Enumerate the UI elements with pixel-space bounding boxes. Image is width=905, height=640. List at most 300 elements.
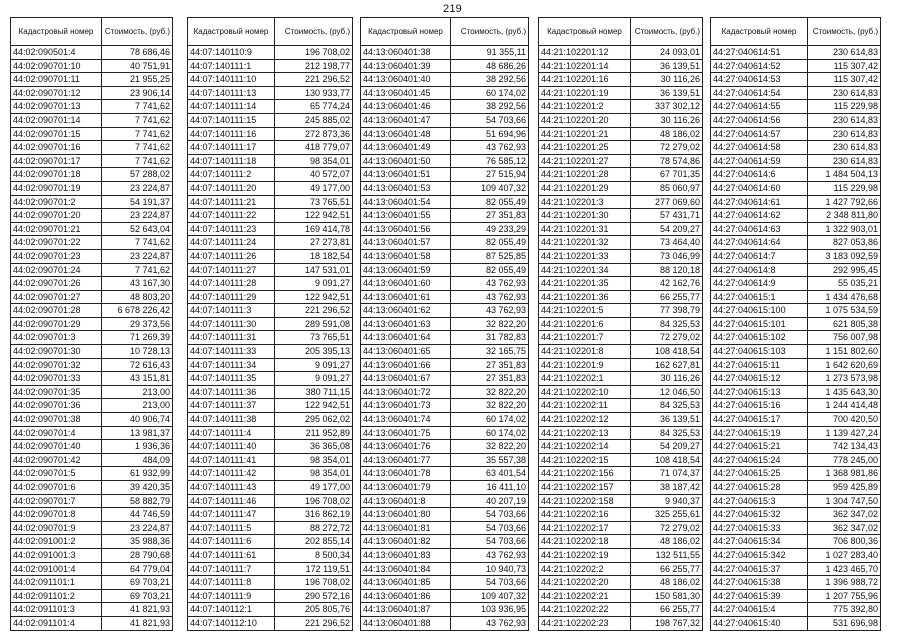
cadastral-number-cell: 44:02:090701:35	[11, 385, 102, 399]
table-row	[539, 304, 703, 318]
cost-cell: 32 822,20	[451, 399, 529, 413]
cadastral-number-cell: 44:27:040614:61	[711, 195, 808, 209]
table-row	[539, 440, 703, 454]
cadastral-number-cell: 44:07:140111:18	[188, 154, 275, 168]
cost-cell: 23 224,87	[102, 209, 173, 223]
cadastral-number-cell: 44:21:102201:27	[539, 154, 631, 168]
cost-cell: 73 765,51	[275, 195, 353, 209]
table-row	[711, 59, 881, 73]
cost-cell: 78 574,86	[631, 154, 703, 168]
cadastral-number-cell: 44:07:140111:46	[188, 494, 275, 508]
table-row	[539, 181, 703, 195]
table-row	[361, 195, 529, 209]
cost-cell: 30 116,26	[631, 73, 703, 87]
cost-cell: 60 174,02	[451, 86, 529, 100]
table-row	[361, 236, 529, 250]
cadastral-number-cell: 44:07:140111:4	[188, 426, 275, 440]
cost-cell: 35 557,38	[451, 453, 529, 467]
cadastral-number-cell: 44:02:090701:19	[11, 181, 102, 195]
cost-cell: 40 751,91	[102, 59, 173, 73]
header-cost: Стоимость, (руб.)	[102, 18, 173, 46]
cadastral-number-cell: 44:02:090701:36	[11, 399, 102, 413]
cadastral-number-cell: 44:13:060401:48	[361, 127, 451, 141]
cadastral-number-cell: 44:21:102201:32	[539, 236, 631, 250]
table-row	[188, 385, 353, 399]
table-row	[11, 277, 173, 291]
cost-cell: 64 779,04	[102, 562, 173, 576]
cost-cell: 9 091,27	[275, 358, 353, 372]
cadastral-number-cell: 44:21:102202:18	[539, 535, 631, 549]
table-row	[11, 372, 173, 386]
cost-cell: 69 703,21	[102, 576, 173, 590]
table-row	[188, 263, 353, 277]
cost-cell: 43 167,30	[102, 277, 173, 291]
table-row	[188, 521, 353, 535]
cadastral-number-cell: 44:27:040615:33	[711, 521, 808, 535]
table-row	[539, 59, 703, 73]
cost-cell: 205 805,76	[275, 603, 353, 617]
cost-cell: 122 942,51	[275, 290, 353, 304]
cost-cell: 36 139,51	[631, 59, 703, 73]
table-row	[711, 290, 881, 304]
table-row	[188, 372, 353, 386]
cost-cell: 1 244 414,48	[808, 399, 881, 413]
table-row	[361, 277, 529, 291]
table-row	[188, 440, 353, 454]
cost-cell: 21 955,25	[102, 73, 173, 87]
cadastral-number-cell: 44:07:140111:6	[188, 535, 275, 549]
table-row	[539, 467, 703, 481]
table-row	[711, 46, 881, 60]
cost-cell: 41 821,93	[102, 603, 173, 617]
table-row	[711, 467, 881, 481]
cost-cell: 88 272,72	[275, 521, 353, 535]
table-row	[188, 576, 353, 590]
table-row	[711, 73, 881, 87]
cost-cell: 31 782,83	[451, 331, 529, 345]
cadastral-number-cell: 44:13:060401:39	[361, 59, 451, 73]
table-row	[11, 249, 173, 263]
cadastral-number-cell: 44:07:140111:31	[188, 331, 275, 345]
table-row	[188, 548, 353, 562]
cost-cell: 48 803,20	[102, 290, 173, 304]
cadastral-number-cell: 44:21:102201:3	[539, 195, 631, 209]
cost-cell: 169 414,78	[275, 222, 353, 236]
cadastral-number-cell: 44:07:140111:42	[188, 467, 275, 481]
cost-cell: 1 139 427,24	[808, 426, 881, 440]
cadastral-number-cell: 44:07:140111:14	[188, 100, 275, 114]
table-row	[711, 481, 881, 495]
cadastral-number-cell: 44:13:060401:81	[361, 521, 451, 535]
cost-cell: 39 420,35	[102, 481, 173, 495]
cadastral-number-cell: 44:27:040614:8	[711, 263, 808, 277]
table-row	[539, 263, 703, 277]
cost-cell: 1 207 755,96	[808, 589, 881, 603]
table-row	[188, 467, 353, 481]
cadastral-number-cell: 44:13:060401:46	[361, 100, 451, 114]
cadastral-number-cell: 44:07:140111:41	[188, 453, 275, 467]
cost-cell: 230 614,83	[808, 154, 881, 168]
cost-cell: 706 800,36	[808, 535, 881, 549]
cost-cell: 162 627,81	[631, 358, 703, 372]
table-row	[539, 481, 703, 495]
cadastral-number-cell: 44:21:102201:21	[539, 127, 631, 141]
cost-cell: 36 365,08	[275, 440, 353, 454]
cadastral-number-cell: 44:02:091001:2	[11, 535, 102, 549]
cadastral-number-cell: 44:02:090701:29	[11, 317, 102, 331]
cost-cell: 98 354,01	[275, 154, 353, 168]
cost-cell: 290 572,16	[275, 589, 353, 603]
cadastral-number-cell: 44:21:102201:6	[539, 317, 631, 331]
table-row	[361, 576, 529, 590]
cost-cell: 1 642 620,69	[808, 358, 881, 372]
cost-cell: 36 139,51	[631, 86, 703, 100]
table-row	[539, 562, 703, 576]
table-row	[361, 440, 529, 454]
cost-cell: 69 703,21	[102, 589, 173, 603]
table-row	[539, 345, 703, 359]
table-row	[361, 426, 529, 440]
cadastral-number-cell: 44:27:040615:4	[711, 603, 808, 617]
cadastral-number-cell: 44:07:140111:5	[188, 521, 275, 535]
cadastral-number-cell: 44:13:060401:72	[361, 385, 451, 399]
cost-cell: 27 515,94	[451, 168, 529, 182]
table-row	[11, 616, 173, 630]
table-row	[539, 521, 703, 535]
cost-cell: 212 198,77	[275, 59, 353, 73]
cadastral-number-cell: 44:13:060401:50	[361, 154, 451, 168]
table-row	[11, 331, 173, 345]
cadastral-number-cell: 44:27:040614:6	[711, 168, 808, 182]
cadastral-number-cell: 44:02:090701:14	[11, 113, 102, 127]
table-row	[361, 467, 529, 481]
cost-cell: 49 177,00	[275, 481, 353, 495]
table-row	[711, 277, 881, 291]
cost-cell: 52 643,04	[102, 222, 173, 236]
table-row	[361, 181, 529, 195]
cost-cell: 66 255,77	[631, 562, 703, 576]
table-row	[539, 317, 703, 331]
table-row	[11, 494, 173, 508]
cadastral-number-cell: 44:21:102202:15	[539, 453, 631, 467]
header-cadastral-number: Кадастровый номер	[11, 18, 102, 46]
cadastral-number-cell: 44:27:040615:100	[711, 304, 808, 318]
cadastral-number-cell: 44:13:060401:53	[361, 181, 451, 195]
cost-cell: 221 296,52	[275, 616, 353, 630]
header-cadastral-number: Кадастровый номер	[188, 18, 275, 46]
table-row	[539, 399, 703, 413]
cost-cell: 9 940,37	[631, 494, 703, 508]
cost-cell: 38 292,56	[451, 100, 529, 114]
cost-cell: 32 165,75	[451, 345, 529, 359]
cost-cell: 108 418,54	[631, 345, 703, 359]
cost-cell: 84 325,53	[631, 317, 703, 331]
table-row	[361, 100, 529, 114]
cadastral-number-cell: 44:02:090701:18	[11, 168, 102, 182]
cost-cell: 72 279,02	[631, 331, 703, 345]
cadastral-number-cell: 44:13:060401:87	[361, 603, 451, 617]
cadastral-number-cell: 44:07:140111:37	[188, 399, 275, 413]
cost-cell: 76 585,12	[451, 154, 529, 168]
table-row	[11, 141, 173, 155]
cost-cell: 88 120,18	[631, 263, 703, 277]
cadastral-number-cell: 44:13:060401:54	[361, 195, 451, 209]
cadastral-number-cell: 44:27:040614:57	[711, 127, 808, 141]
cost-cell: 213,00	[102, 385, 173, 399]
table-row	[11, 154, 173, 168]
cadastral-number-cell: 44:02:091101:4	[11, 616, 102, 630]
table-row	[11, 222, 173, 236]
table-row	[711, 86, 881, 100]
cost-cell: 316 862,19	[275, 508, 353, 522]
cadastral-number-cell: 44:21:102201:33	[539, 249, 631, 263]
cadastral-number-cell: 44:13:060401:77	[361, 453, 451, 467]
table-row	[711, 168, 881, 182]
cadastral-number-cell: 44:02:090701:17	[11, 154, 102, 168]
cost-cell: 60 174,02	[451, 413, 529, 427]
cadastral-number-cell: 44:13:060401:78	[361, 467, 451, 481]
cadastral-number-cell: 44:02:090701:10	[11, 59, 102, 73]
table-row	[361, 372, 529, 386]
cost-cell: 82 055,49	[451, 263, 529, 277]
table-row	[711, 399, 881, 413]
cost-cell: 3 183 092,59	[808, 249, 881, 263]
cadastral-number-cell: 44:07:140111:10	[188, 73, 275, 87]
cadastral-number-cell: 44:02:090701:26	[11, 277, 102, 291]
cost-cell: 24 093,01	[631, 46, 703, 60]
table-row	[11, 521, 173, 535]
table-row	[188, 73, 353, 87]
table-row	[711, 535, 881, 549]
table-row	[188, 304, 353, 318]
cost-cell: 51 694,96	[451, 127, 529, 141]
cadastral-number-cell: 44:13:060401:82	[361, 535, 451, 549]
table-row	[361, 508, 529, 522]
table-row	[361, 290, 529, 304]
cadastral-number-cell: 44:21:102201:29	[539, 181, 631, 195]
cadastral-number-cell: 44:21:102202:10	[539, 385, 631, 399]
table-row	[11, 413, 173, 427]
cost-cell: 198 767,32	[631, 616, 703, 630]
table-row	[711, 385, 881, 399]
cost-cell: 85 060,97	[631, 181, 703, 195]
cadastral-number-cell: 44:21:102201:2	[539, 100, 631, 114]
table-row	[711, 576, 881, 590]
cadastral-number-cell: 44:13:060401:83	[361, 548, 451, 562]
cost-cell: 54 703,66	[451, 113, 529, 127]
cadastral-number-cell: 44:27:040615:19	[711, 426, 808, 440]
cadastral-number-cell: 44:27:040615:103	[711, 345, 808, 359]
table-row	[711, 440, 881, 454]
cost-cell: 221 296,52	[275, 73, 353, 87]
cadastral-number-cell: 44:27:040615:342	[711, 548, 808, 562]
cost-cell: 295 062,02	[275, 413, 353, 427]
cost-cell: 827 053,86	[808, 236, 881, 250]
table-row	[188, 222, 353, 236]
cost-cell: 7 741,62	[102, 113, 173, 127]
table-row	[11, 399, 173, 413]
cadastral-number-cell: 44:02:090701:42	[11, 453, 102, 467]
cost-cell: 230 614,83	[808, 46, 881, 60]
table-row	[539, 100, 703, 114]
table-row	[188, 399, 353, 413]
cost-cell: 48 686,26	[451, 59, 529, 73]
table-row	[711, 263, 881, 277]
table-row	[361, 127, 529, 141]
table-row	[188, 236, 353, 250]
cost-cell: 16 411,10	[451, 481, 529, 495]
table-row	[188, 277, 353, 291]
cadastral-number-cell: 44:27:040615:1	[711, 290, 808, 304]
table-row	[711, 413, 881, 427]
cadastral-number-cell: 44:21:102202:11	[539, 399, 631, 413]
table-row	[361, 562, 529, 576]
cost-cell: 1 396 988,72	[808, 576, 881, 590]
cadastral-number-cell: 44:13:060401:60	[361, 277, 451, 291]
cadastral-number-cell: 44:27:040614:56	[711, 113, 808, 127]
cadastral-number-cell: 44:02:090701:4	[11, 426, 102, 440]
cost-cell: 362 347,02	[808, 508, 881, 522]
cadastral-number-cell: 44:02:091101:1	[11, 576, 102, 590]
table-row	[539, 154, 703, 168]
table-row	[361, 358, 529, 372]
cost-cell: 18 182,54	[275, 249, 353, 263]
table-row	[188, 603, 353, 617]
cost-cell: 7 741,62	[102, 141, 173, 155]
table-row	[539, 127, 703, 141]
cost-cell: 72 279,02	[631, 141, 703, 155]
cadastral-number-cell: 44:07:140111:24	[188, 236, 275, 250]
table-row	[11, 535, 173, 549]
table-row	[539, 426, 703, 440]
cost-cell: 1 273 573,98	[808, 372, 881, 386]
cadastral-number-cell: 44:13:060401:73	[361, 399, 451, 413]
table-row	[188, 127, 353, 141]
cadastral-number-cell: 44:21:102202:14	[539, 440, 631, 454]
cadastral-number-cell: 44:21:102202:1	[539, 372, 631, 386]
cadastral-number-cell: 44:07:140111:21	[188, 195, 275, 209]
cadastral-number-cell: 44:07:140111:61	[188, 548, 275, 562]
table-row	[539, 576, 703, 590]
table-row	[539, 535, 703, 549]
cadastral-number-cell: 44:27:040614:64	[711, 236, 808, 250]
cost-cell: 67 701,35	[631, 168, 703, 182]
table-row	[188, 413, 353, 427]
table-row	[539, 508, 703, 522]
cadastral-number-cell: 44:13:060401:57	[361, 236, 451, 250]
cost-cell: 1 322 903,01	[808, 222, 881, 236]
cost-cell: 55 035,21	[808, 277, 881, 291]
table-row	[711, 249, 881, 263]
cadastral-number-cell: 44:07:140111:16	[188, 127, 275, 141]
cost-cell: 109 407,32	[451, 181, 529, 195]
table-row	[11, 453, 173, 467]
cadastral-number-cell: 44:21:102201:30	[539, 209, 631, 223]
cadastral-number-cell: 44:13:060401:75	[361, 426, 451, 440]
cadastral-number-cell: 44:13:060401:80	[361, 508, 451, 522]
cost-cell: 230 614,83	[808, 127, 881, 141]
table-row	[361, 589, 529, 603]
table-row	[11, 467, 173, 481]
cost-cell: 61 932,99	[102, 467, 173, 481]
cadastral-number-cell: 44:02:090701:3	[11, 331, 102, 345]
cost-cell: 245 885,02	[275, 113, 353, 127]
cadastral-number-cell: 44:21:102201:7	[539, 331, 631, 345]
table-row	[711, 222, 881, 236]
table-row	[11, 263, 173, 277]
cadastral-number-cell: 44:02:090701:16	[11, 141, 102, 155]
cost-cell: 73 765,51	[275, 331, 353, 345]
cost-cell: 28 790,68	[102, 548, 173, 562]
cadastral-number-cell: 44:21:102201:25	[539, 141, 631, 155]
table-row	[11, 59, 173, 73]
cadastral-number-cell: 44:13:060401:84	[361, 562, 451, 576]
table-row	[11, 86, 173, 100]
cadastral-number-cell: 44:02:090701:33	[11, 372, 102, 386]
cost-cell: 66 255,77	[631, 290, 703, 304]
cadastral-number-cell: 44:21:102201:8	[539, 345, 631, 359]
table-row	[11, 603, 173, 617]
cadastral-number-cell: 44:13:060401:67	[361, 372, 451, 386]
cost-cell: 57 431,71	[631, 209, 703, 223]
cost-cell: 82 055,49	[451, 195, 529, 209]
cost-cell: 42 162,76	[631, 277, 703, 291]
cost-cell: 87 525,85	[451, 249, 529, 263]
cost-cell: 54 703,66	[451, 535, 529, 549]
cost-cell: 41 821,93	[102, 616, 173, 630]
table-row	[188, 562, 353, 576]
cost-cell: 54 703,66	[451, 521, 529, 535]
table-row	[711, 453, 881, 467]
cost-cell: 531 696,98	[808, 616, 881, 630]
table-row	[711, 331, 881, 345]
cadastral-number-cell: 44:13:060401:38	[361, 46, 451, 60]
table-row	[188, 453, 353, 467]
cost-cell: 122 942,51	[275, 209, 353, 223]
table-row	[11, 576, 173, 590]
cadastral-number-cell: 44:27:040614:52	[711, 59, 808, 73]
table-row	[361, 222, 529, 236]
cost-cell: 418 779,07	[275, 141, 353, 155]
cadastral-number-cell: 44:21:102201:16	[539, 73, 631, 87]
table-row	[361, 413, 529, 427]
cadastral-number-cell: 44:07:140111:3	[188, 304, 275, 318]
cadastral-number-cell: 44:02:090701:20	[11, 209, 102, 223]
cadastral-number-cell: 44:27:040614:51	[711, 46, 808, 60]
table-row	[361, 209, 529, 223]
cost-cell: 196 708,02	[275, 46, 353, 60]
cost-cell: 115 307,42	[808, 59, 881, 73]
cadastral-number-cell: 44:07:140111:36	[188, 385, 275, 399]
cost-cell: 40 906,74	[102, 413, 173, 427]
cadastral-number-cell: 44:07:140111:15	[188, 113, 275, 127]
cost-cell: 54 209,27	[631, 222, 703, 236]
cost-cell: 23 224,87	[102, 249, 173, 263]
cadastral-number-cell: 44:02:090701:38	[11, 413, 102, 427]
cadastral-number-cell: 44:07:140111:9	[188, 589, 275, 603]
cost-cell: 325 255,61	[631, 508, 703, 522]
table-row	[711, 345, 881, 359]
table-row	[539, 86, 703, 100]
table-row	[188, 209, 353, 223]
cadastral-number-cell: 44:07:140112:10	[188, 616, 275, 630]
cadastral-number-cell: 44:27:040614:55	[711, 100, 808, 114]
cost-cell: 221 296,52	[275, 304, 353, 318]
cost-cell: 115 307,42	[808, 73, 881, 87]
cadastral-number-cell: 44:02:090701:13	[11, 100, 102, 114]
cost-cell: 115 229,98	[808, 181, 881, 195]
cost-cell: 7 741,62	[102, 100, 173, 114]
